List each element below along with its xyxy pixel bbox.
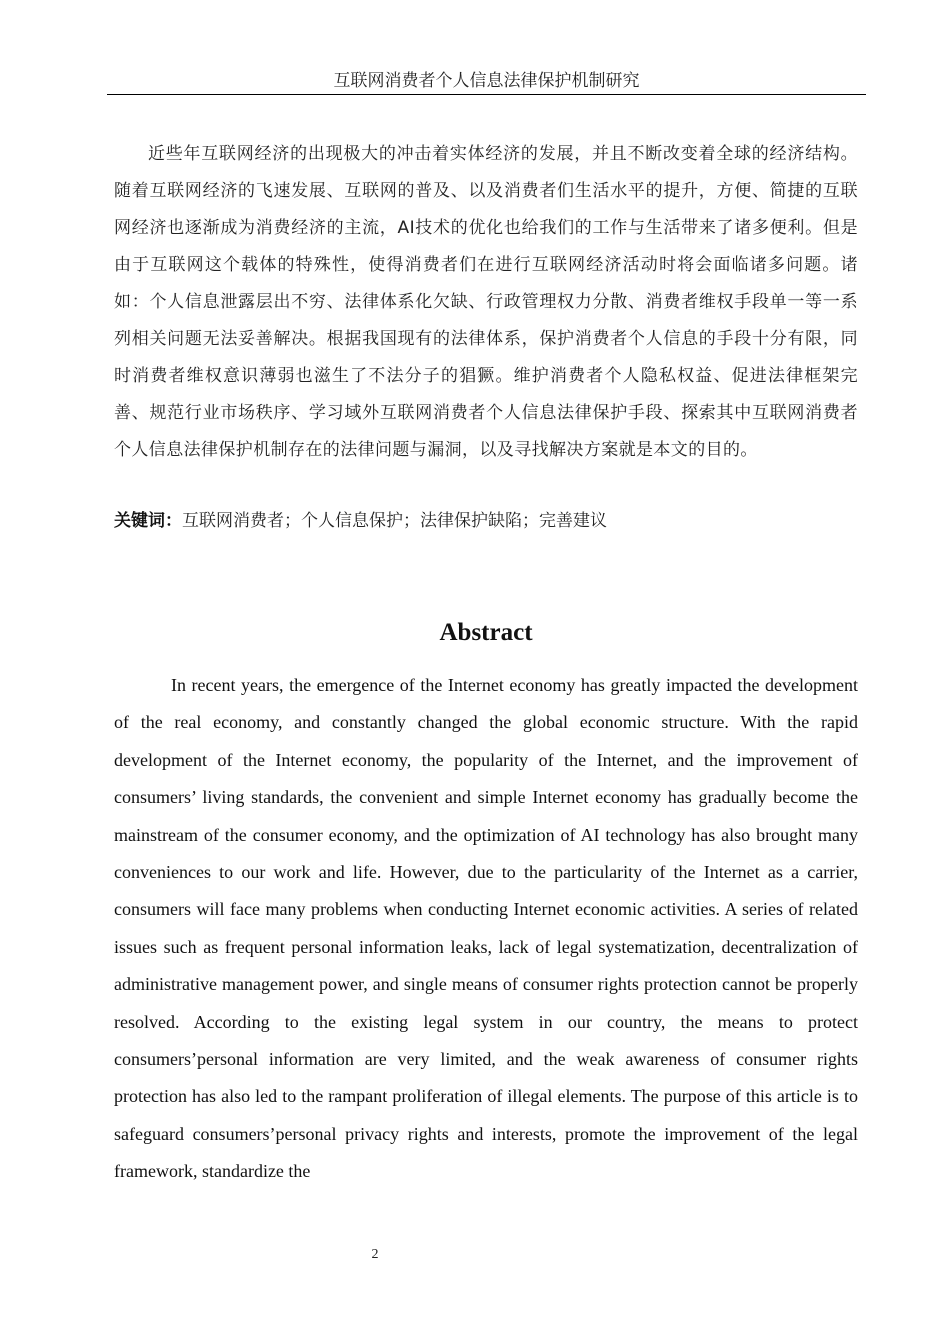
chinese-keywords <box>114 506 858 536</box>
chinese-abstract <box>114 136 858 469</box>
chinese-abstract-body: 近些年互联网经济的出现极大的冲击着实体经济的发展，并且不断改变着全球的经济结构。随着互联网经济的飞速发展、互联网的普及、以及消费者们生活水平的提升，方便、简捷的互联网经济也逐渐成为消费经济的主流，AI技术的优化也给我们的工作与生活带来了诸多便利。但是由于互联网这个载体的特殊性，使得消费者们在进行互联网经济活动时将会面临诸多问题。诸如：个人信息泄露层出不穷、法律体系化欠缺、行政管理权力分散、消费者维权手段单一等一系列相关问题无法妥善解决。根据我国现有的法律体系，保护消费者个人信息的手段十分有限，同时消费者维权意识薄弱也滋生了不法分子的猖獗。维护消费者个人隐私权益、促进法律框架完善、规范行业市场秩序、学习域外互联网消费者个人信息法律保护手段、探索其中互联网消费者个人信息法律保护机制存在的法律问题与漏洞，以及寻找解决方案就是本文的目的。 <box>114 144 858 460</box>
english-abstract <box>114 667 858 1191</box>
english-abstract-title: Abstract <box>439 619 533 646</box>
running-header-title: 互联网消费者个人信息法律保护机制研究 <box>107 70 866 95</box>
page-number: 2 <box>371 1247 379 1262</box>
keywords-text: 互联网消费者；个人信息保护；法律保护缺陷；完善建议 <box>182 511 607 531</box>
keywords-label: 关键词： <box>114 511 182 531</box>
english-abstract-body: In recent years, the emergence of the Internet economy has greatly impacted the development of the real economy, and constantly changed the global economic structure. With the rapid development of the Internet economy, the popularity of the Internet, and the improvement of consumers’ living standards, the convenient and simple Internet economy has gradually become the mainstream of the consumer economy, and the optimization of AI technology has also brought many conveniences to our work and life. However, due to the particularity of the Internet as a carrier, consumers will face many problems when conducting Internet economic activities. A series of related issues such as frequent personal information leaks, lack of legal systematization, decentralization of administrative management power, and single means of consumer rights protection cannot be properly resolved. According to the existing legal system in our country, the means to protect consumers’personal information are very limited, and the weak awareness of consumer rights protection has also led to the rampant proliferation of illegal elements. The purpose of this article is to safeguard consumers’personal privacy rights and interests, promote the improvement of the legal framework, standardize the <box>114 675 858 1182</box>
